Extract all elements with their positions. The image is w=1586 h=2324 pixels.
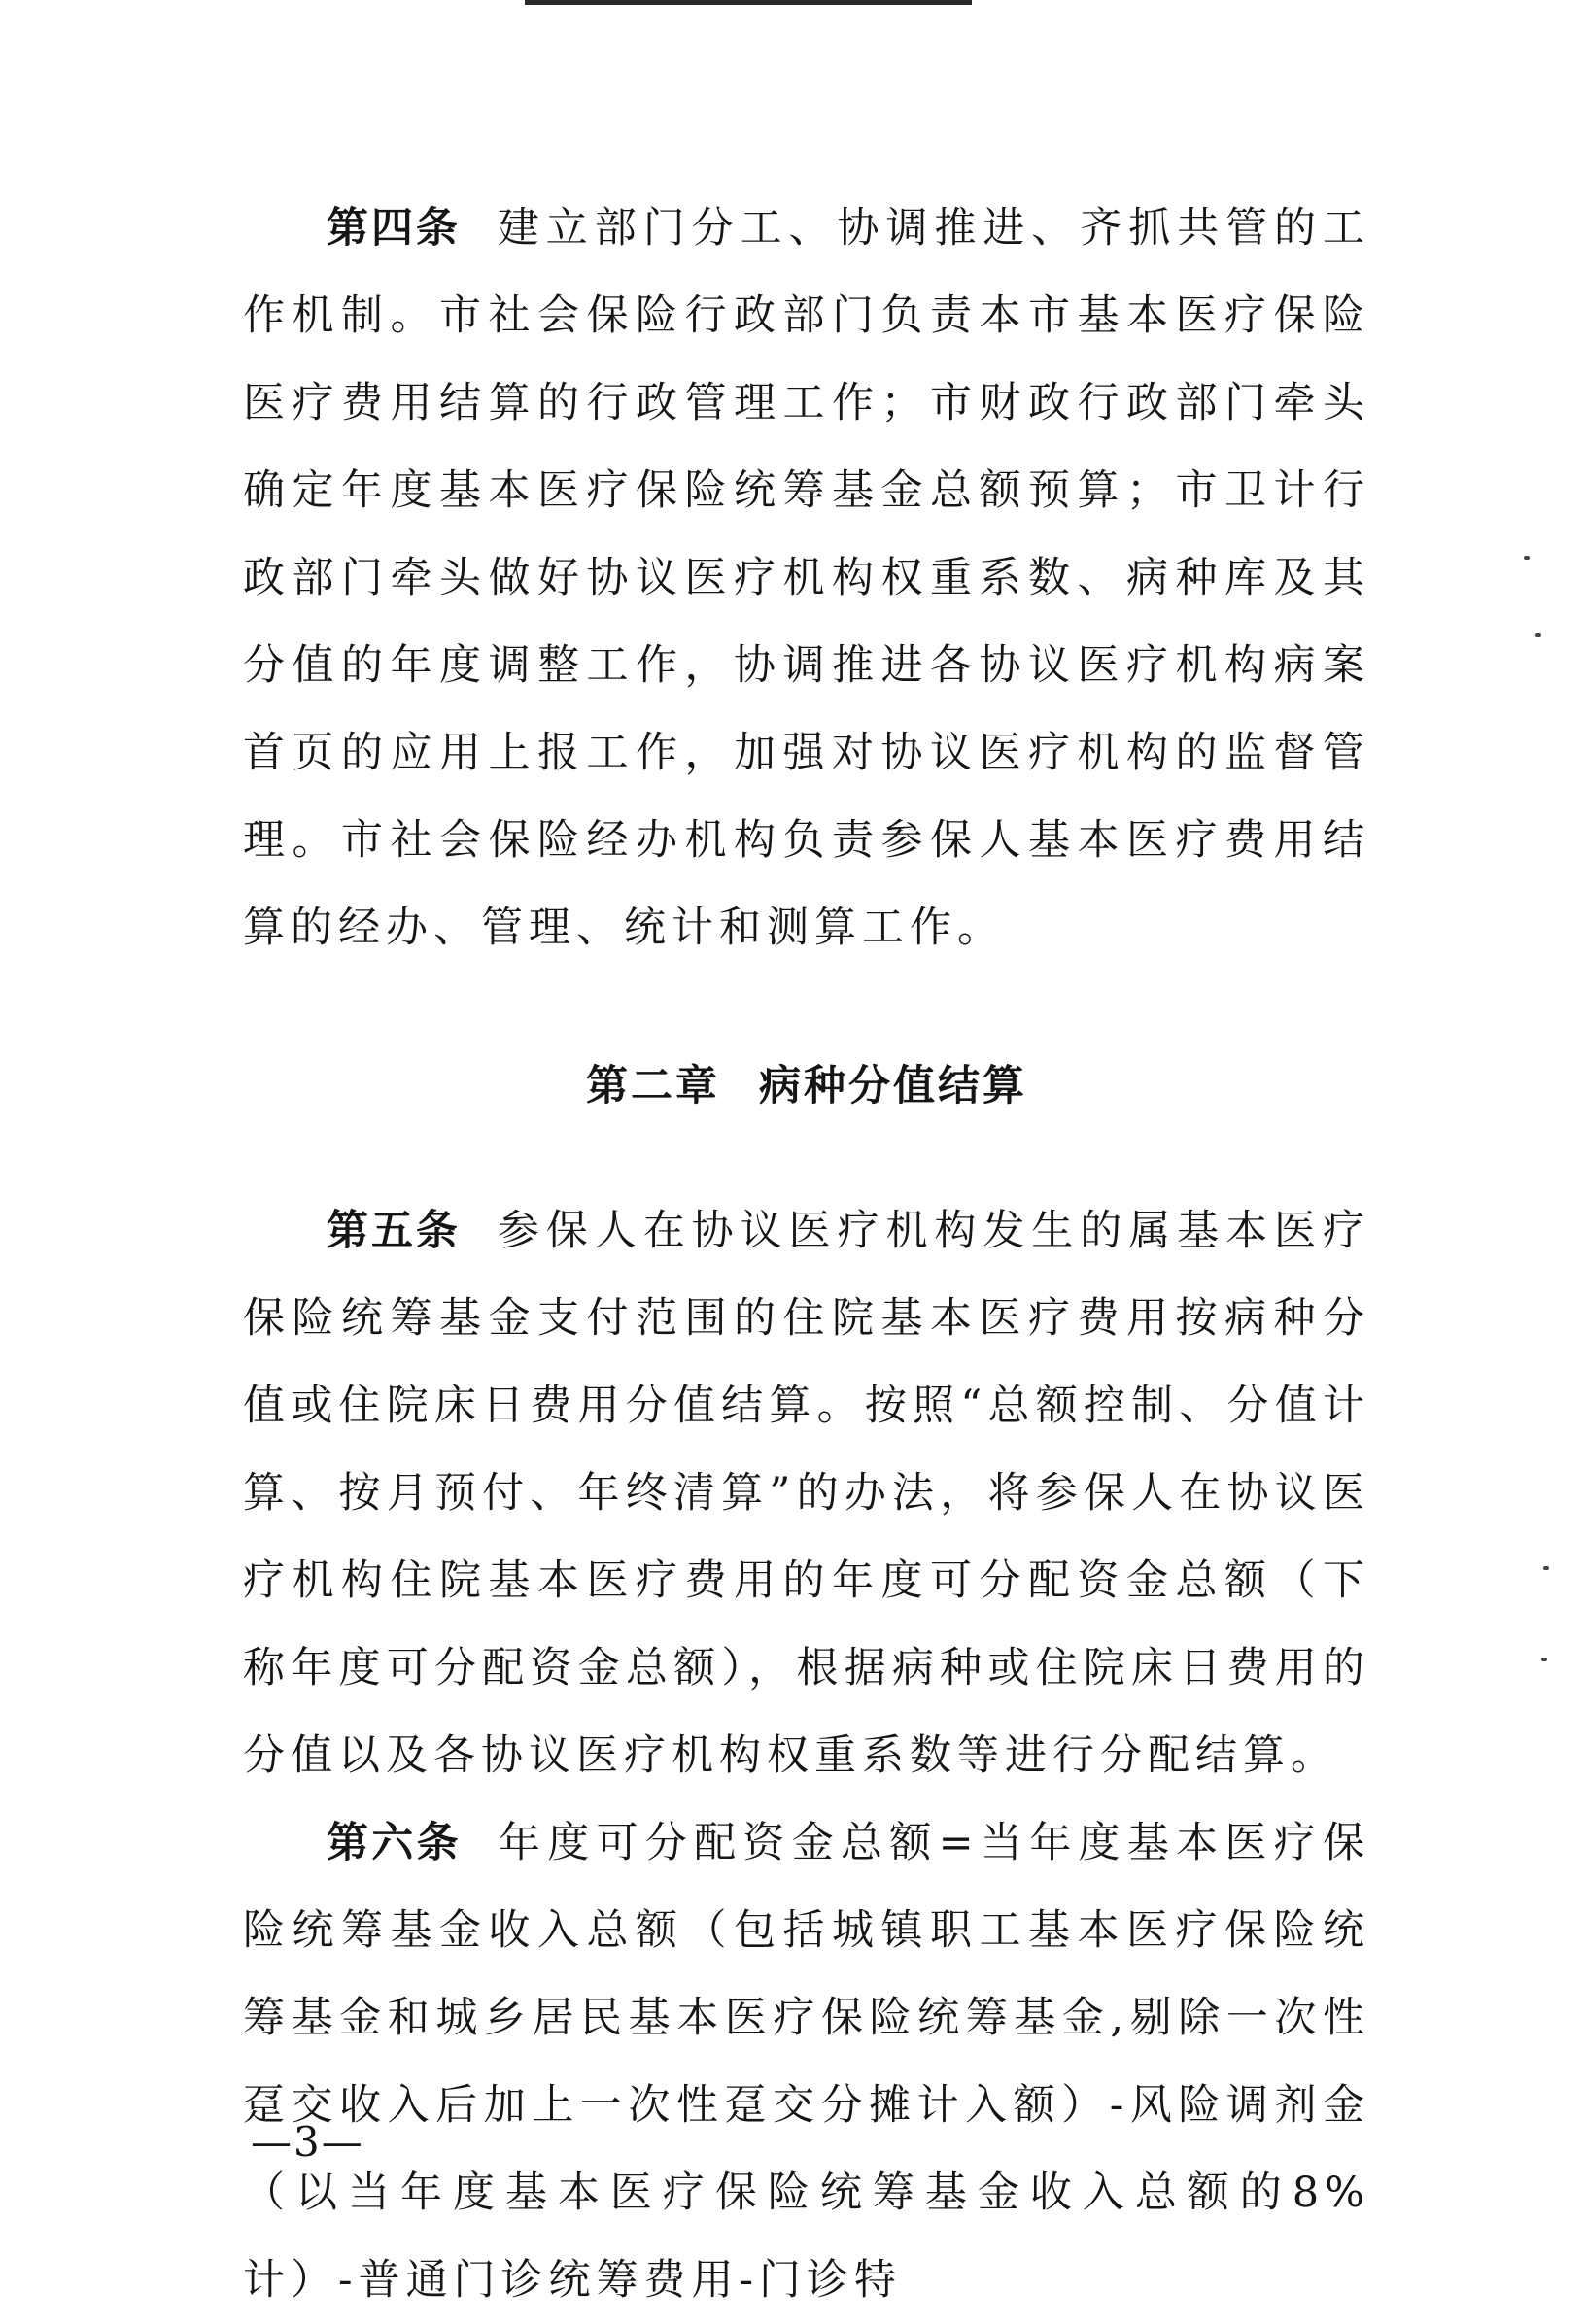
- article-6-text: 年度可分配资金总额=当年度基本医疗保险统筹基金收入总额（包括城镇职工基本医疗保险统筹基金和城乡居民基本医疗保险统筹基金,剔除一次性趸交收入后加上一次性趸交分摊计入额）-风险调剂金（以当年度基本医疗保险统筹基金收入总额的8%计）-普通门诊统筹费用-门诊特: [243, 1819, 1371, 2305]
- chapter-title: 病种分值结算: [759, 1062, 1027, 1111]
- scan-speck: [1524, 556, 1530, 560]
- article-5-text: 参保人在协议医疗机构发生的属基本医疗保险统筹基金支付范围的住院基本医疗费用按病种分值或住院床日费用分值结算。按照“总额控制、分值计算、按月预付、年终清算”的办法，将参保人在协议医疗机构住院基本医疗费用的年度可分配资金总额（下称年度可分配资金总额），根据病种或住院床日费用的分值以及各协议医疗机构权重系数等进行分配结算。: [243, 1207, 1371, 1780]
- top-rule: [525, 0, 972, 5]
- article-5: [243, 1187, 1370, 1799]
- chapter-heading: [243, 1057, 1370, 1115]
- article-4: [243, 185, 1370, 972]
- article-6: [243, 1799, 1370, 2324]
- article-4-text: 建立部门分工、协调推进、齐抓共管的工作机制。市社会保险行政部门负责本市基本医疗保险医疗费用结算的行政管理工作；市财政行政部门牵头确定年度基本医疗保险统筹基金总额预算；市卫计行政部门牵头做好协议医疗机构权重系数、病种库及其分值的年度调整工作，协调推进各协议医疗机构病案首页的应用上报工作，加强对协议医疗机构的监督管理。市社会保险经办机构负责参保人基本医疗费用结算的经办、管理、统计和测算工作。: [243, 204, 1371, 952]
- article-5-label: 第五条: [327, 1207, 461, 1255]
- article-4-label: 第四条: [327, 204, 461, 253]
- scan-speck: [1535, 633, 1541, 637]
- page-number: —3—: [251, 2118, 364, 2166]
- document-body: [243, 185, 1370, 2324]
- scan-speck: [1541, 1658, 1547, 1661]
- scan-speck: [1543, 1566, 1549, 1570]
- chapter-number: 第二章: [586, 1062, 720, 1111]
- article-6-label: 第六条: [327, 1819, 462, 1867]
